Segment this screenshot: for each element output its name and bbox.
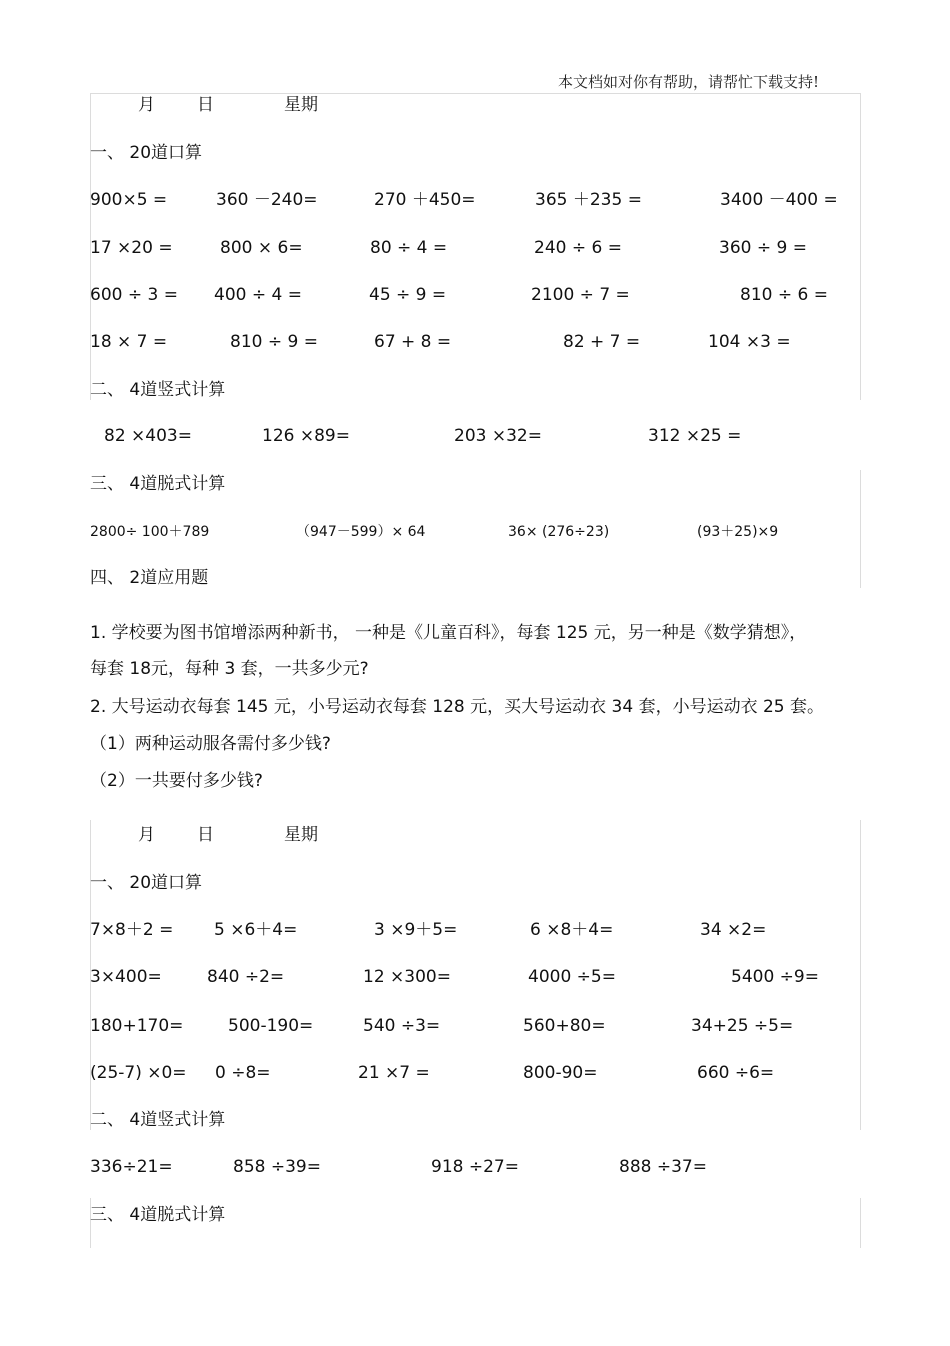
vertical-item: 888 ÷37= <box>619 1157 707 1177</box>
oral-item: 240 ÷ 6 = <box>534 238 622 258</box>
oral-item: 12 ×300= <box>363 967 451 987</box>
stepwise-item: 2800÷ 100＋789 <box>90 524 210 540</box>
stepwise-item: (93＋25)×9 <box>697 524 779 540</box>
date-month: 月 <box>138 95 155 115</box>
oral-item: 0 ÷8= <box>215 1063 271 1083</box>
section-title-oral: 一、 20道口算 <box>90 143 203 163</box>
oral-item: 560+80= <box>523 1016 606 1036</box>
oral-item: 5400 ÷9= <box>731 967 819 987</box>
oral-item: 67 + 8 = <box>374 332 452 352</box>
right-border <box>860 820 861 1130</box>
oral-item: 3 ×9＋5= <box>374 920 458 940</box>
oral-item: 17 ×20 = <box>90 238 173 258</box>
oral-item: 270 ＋450= <box>374 190 476 210</box>
stepwise-item: （947－599）× 64 <box>296 524 426 540</box>
oral-item: 360 －240= <box>216 190 318 210</box>
vertical-item: 858 ÷39= <box>233 1157 321 1177</box>
oral-item: 810 ÷ 9 = <box>230 332 318 352</box>
oral-item: 34+25 ÷5= <box>691 1016 794 1036</box>
oral-item: 104 ×3 = <box>708 332 791 352</box>
oral-item: 900×5 = <box>90 190 168 210</box>
word-problem-1-cont: 每套 18元，每种 3 套，一共多少元? <box>90 659 369 679</box>
section-title-oral: 一、 20道口算 <box>90 873 203 893</box>
section-title-vertical: 二、 4道竖式计算 <box>90 1110 226 1130</box>
section-title-stepwise: 三、 4道脱式计算 <box>90 474 226 494</box>
oral-item: 500-190= <box>228 1016 314 1036</box>
oral-item: 82 + 7 = <box>563 332 641 352</box>
oral-item: (25-7) ×0= <box>90 1063 187 1083</box>
vertical-item: 82 ×403= <box>104 426 192 446</box>
oral-item: 360 ÷ 9 = <box>719 238 807 258</box>
date-week: 星期 <box>284 95 318 115</box>
date-month: 月 <box>138 825 155 845</box>
oral-item: 34 ×2= <box>700 920 767 940</box>
oral-item: 3×400= <box>90 967 162 987</box>
right-border <box>860 1198 861 1248</box>
vertical-item: 203 ×32= <box>454 426 542 446</box>
oral-item: 180+170= <box>90 1016 184 1036</box>
oral-item: 5 ×6＋4= <box>214 920 298 940</box>
word-problem-2: 2. 大号运动衣每套 145 元，小号运动衣每套 128 元，买大号运动衣 34 套，小号运动衣 25 套。 <box>90 697 825 717</box>
oral-item: 4000 ÷5= <box>528 967 616 987</box>
date-week: 星期 <box>284 825 318 845</box>
oral-item: 600 ÷ 3 = <box>90 285 178 305</box>
date-day: 日 <box>197 95 214 115</box>
oral-item: 7×8＋2 = <box>90 920 174 940</box>
top-border <box>90 93 860 94</box>
oral-item: 540 ÷3= <box>363 1016 441 1036</box>
oral-item: 21 ×7 = <box>358 1063 430 1083</box>
oral-item: 365 ＋235 = <box>535 190 642 210</box>
oral-item: 18 × 7 = <box>90 332 168 352</box>
vertical-item: 336÷21= <box>90 1157 173 1177</box>
oral-item: 6 ×8＋4= <box>530 920 614 940</box>
oral-item: 800-90= <box>523 1063 598 1083</box>
oral-item: 3400 －400 = <box>720 190 838 210</box>
vertical-item: 918 ÷27= <box>431 1157 519 1177</box>
oral-item: 840 ÷2= <box>207 967 285 987</box>
oral-item: 400 ÷ 4 = <box>214 285 302 305</box>
section-title-word-problems: 四、 2道应用题 <box>90 568 209 588</box>
oral-item: 660 ÷6= <box>697 1063 775 1083</box>
right-border <box>860 93 861 400</box>
section-title-stepwise: 三、 4道脱式计算 <box>90 1205 226 1225</box>
vertical-item: 312 ×25 = <box>648 426 742 446</box>
stepwise-item: 36× (276÷23) <box>508 524 610 540</box>
word-problem-1: 1. 学校要为图书馆增添两种新书， 一种是《儿童百科》，每套 125 元，另一种是《数学猜想》， <box>90 623 807 643</box>
date-day: 日 <box>197 825 214 845</box>
vertical-item: 126 ×89= <box>262 426 350 446</box>
oral-item: 800 × 6= <box>220 238 303 258</box>
word-problem-2-q1: （1）两种运动服各需付多少钱? <box>90 734 331 754</box>
oral-item: 45 ÷ 9 = <box>369 285 447 305</box>
word-problem-2-q2: （2）一共要付多少钱? <box>90 771 263 791</box>
oral-item: 810 ÷ 6 = <box>740 285 828 305</box>
oral-item: 2100 ÷ 7 = <box>531 285 630 305</box>
page-header: 本文档如对你有帮助，请帮忙下载支持! <box>558 73 820 91</box>
section-title-vertical: 二、 4道竖式计算 <box>90 380 226 400</box>
oral-item: 80 ÷ 4 = <box>370 238 448 258</box>
right-border <box>860 470 861 588</box>
